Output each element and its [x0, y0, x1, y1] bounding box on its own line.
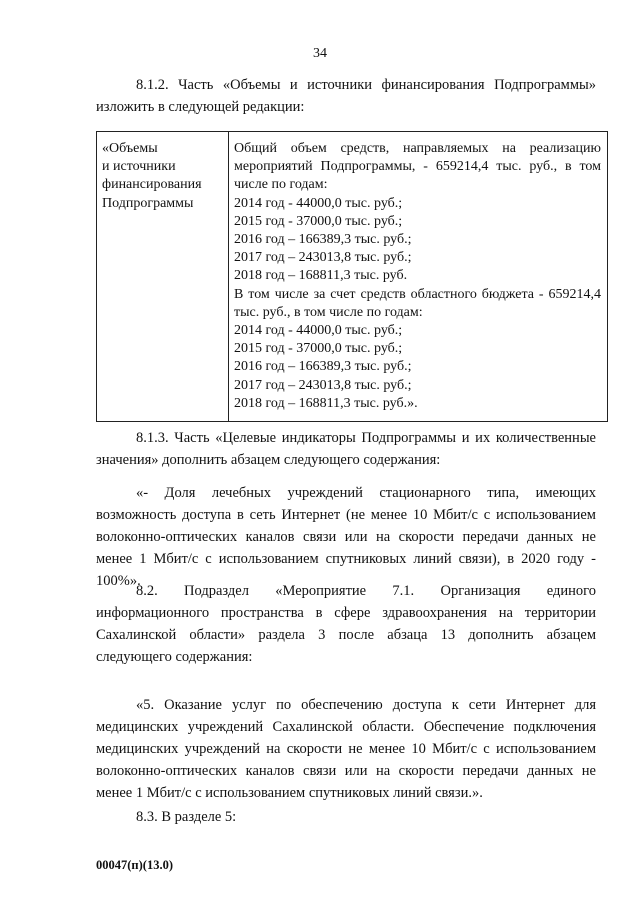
year-line: 2015 год - 37000,0 тыс. руб.;: [234, 213, 403, 229]
table-right-cell: [229, 132, 608, 422]
page-number: 34: [313, 46, 327, 61]
year-line: 2016 год – 166389,3 тыс. руб.;: [234, 359, 412, 375]
paragraph-8-1-3: 8.1.3. Часть «Целевые индикаторы Подпрограммы и их количественные значения» дополнить абзацем следующего содержания:: [96, 430, 596, 468]
financing-intro: Общий объем средств, направляемых на реализацию мероприятий Подпрограммы, - 659214,4 тыс. руб., в том числе по годам:: [234, 141, 601, 193]
year-line: 2018 год – 168811,3 тыс. руб.: [234, 268, 408, 284]
footer-code: 00047(п)(13.0): [96, 858, 173, 872]
table-left-cell: [97, 132, 229, 422]
year-line: 2014 год - 44000,0 тыс. руб.;: [234, 323, 403, 339]
paragraph-8-2-quote: «5. Оказание услуг по обеспечению доступа к сети Интернет для медицинских учреждений Сахалинской области. Обеспечение подключения медицинских учреждений на скорости не менее 10 Мбит/с с использованием волоконно-оптических каналов связи или на скорости передачи данных не менее 1 Мбит/с с использованием спутниковых линий связи.».: [96, 697, 596, 801]
year-line: 2017 год – 243013,8 тыс. руб.;: [234, 377, 412, 393]
left-line: Подпрограммы: [102, 195, 194, 211]
paragraph-8-3: 8.3. В разделе 5:: [136, 809, 237, 825]
paragraph-8-1-3-quote: «- Доля лечебных учреждений стационарного типа, имеющих возможность доступа в сеть Интернет (не менее 10 Мбит/с с использованием волоконно-оптических каналов связи или на скорости передачи данных не менее 1 Мбит/с с использованием спутниковых линий связи), в 2020 году - 100%».: [96, 485, 596, 589]
paragraph-8-1-2: 8.1.2. Часть «Объемы и источники финансирования Подпрограммы» изложить в следующей редакции:: [96, 77, 596, 115]
left-line: финансирования: [102, 177, 202, 193]
regional-budget-intro: В том числе за счет средств областного бюджета - 659214,4 тыс. руб., в том числе по годам:: [234, 286, 601, 320]
year-line: 2017 год – 243013,8 тыс. руб.;: [234, 250, 412, 266]
left-line: «Объемы: [102, 141, 158, 156]
year-line: 2015 год - 37000,0 тыс. руб.;: [234, 341, 403, 357]
year-line: 2018 год – 168811,3 тыс. руб.».: [234, 395, 418, 411]
paragraph-8-2: 8.2. Подраздел «Мероприятие 7.1. Организация единого информационного пространства в сфере здравоохранения на территории Сахалинской области» раздела 3 после абзаца 13 дополнить абзацем следующего содержания:: [96, 583, 596, 665]
year-line: 2014 год - 44000,0 тыс. руб.;: [234, 195, 403, 211]
left-line: и источники: [102, 159, 176, 175]
financing-table: [96, 131, 608, 422]
year-line: 2016 год – 166389,3 тыс. руб.;: [234, 232, 412, 248]
